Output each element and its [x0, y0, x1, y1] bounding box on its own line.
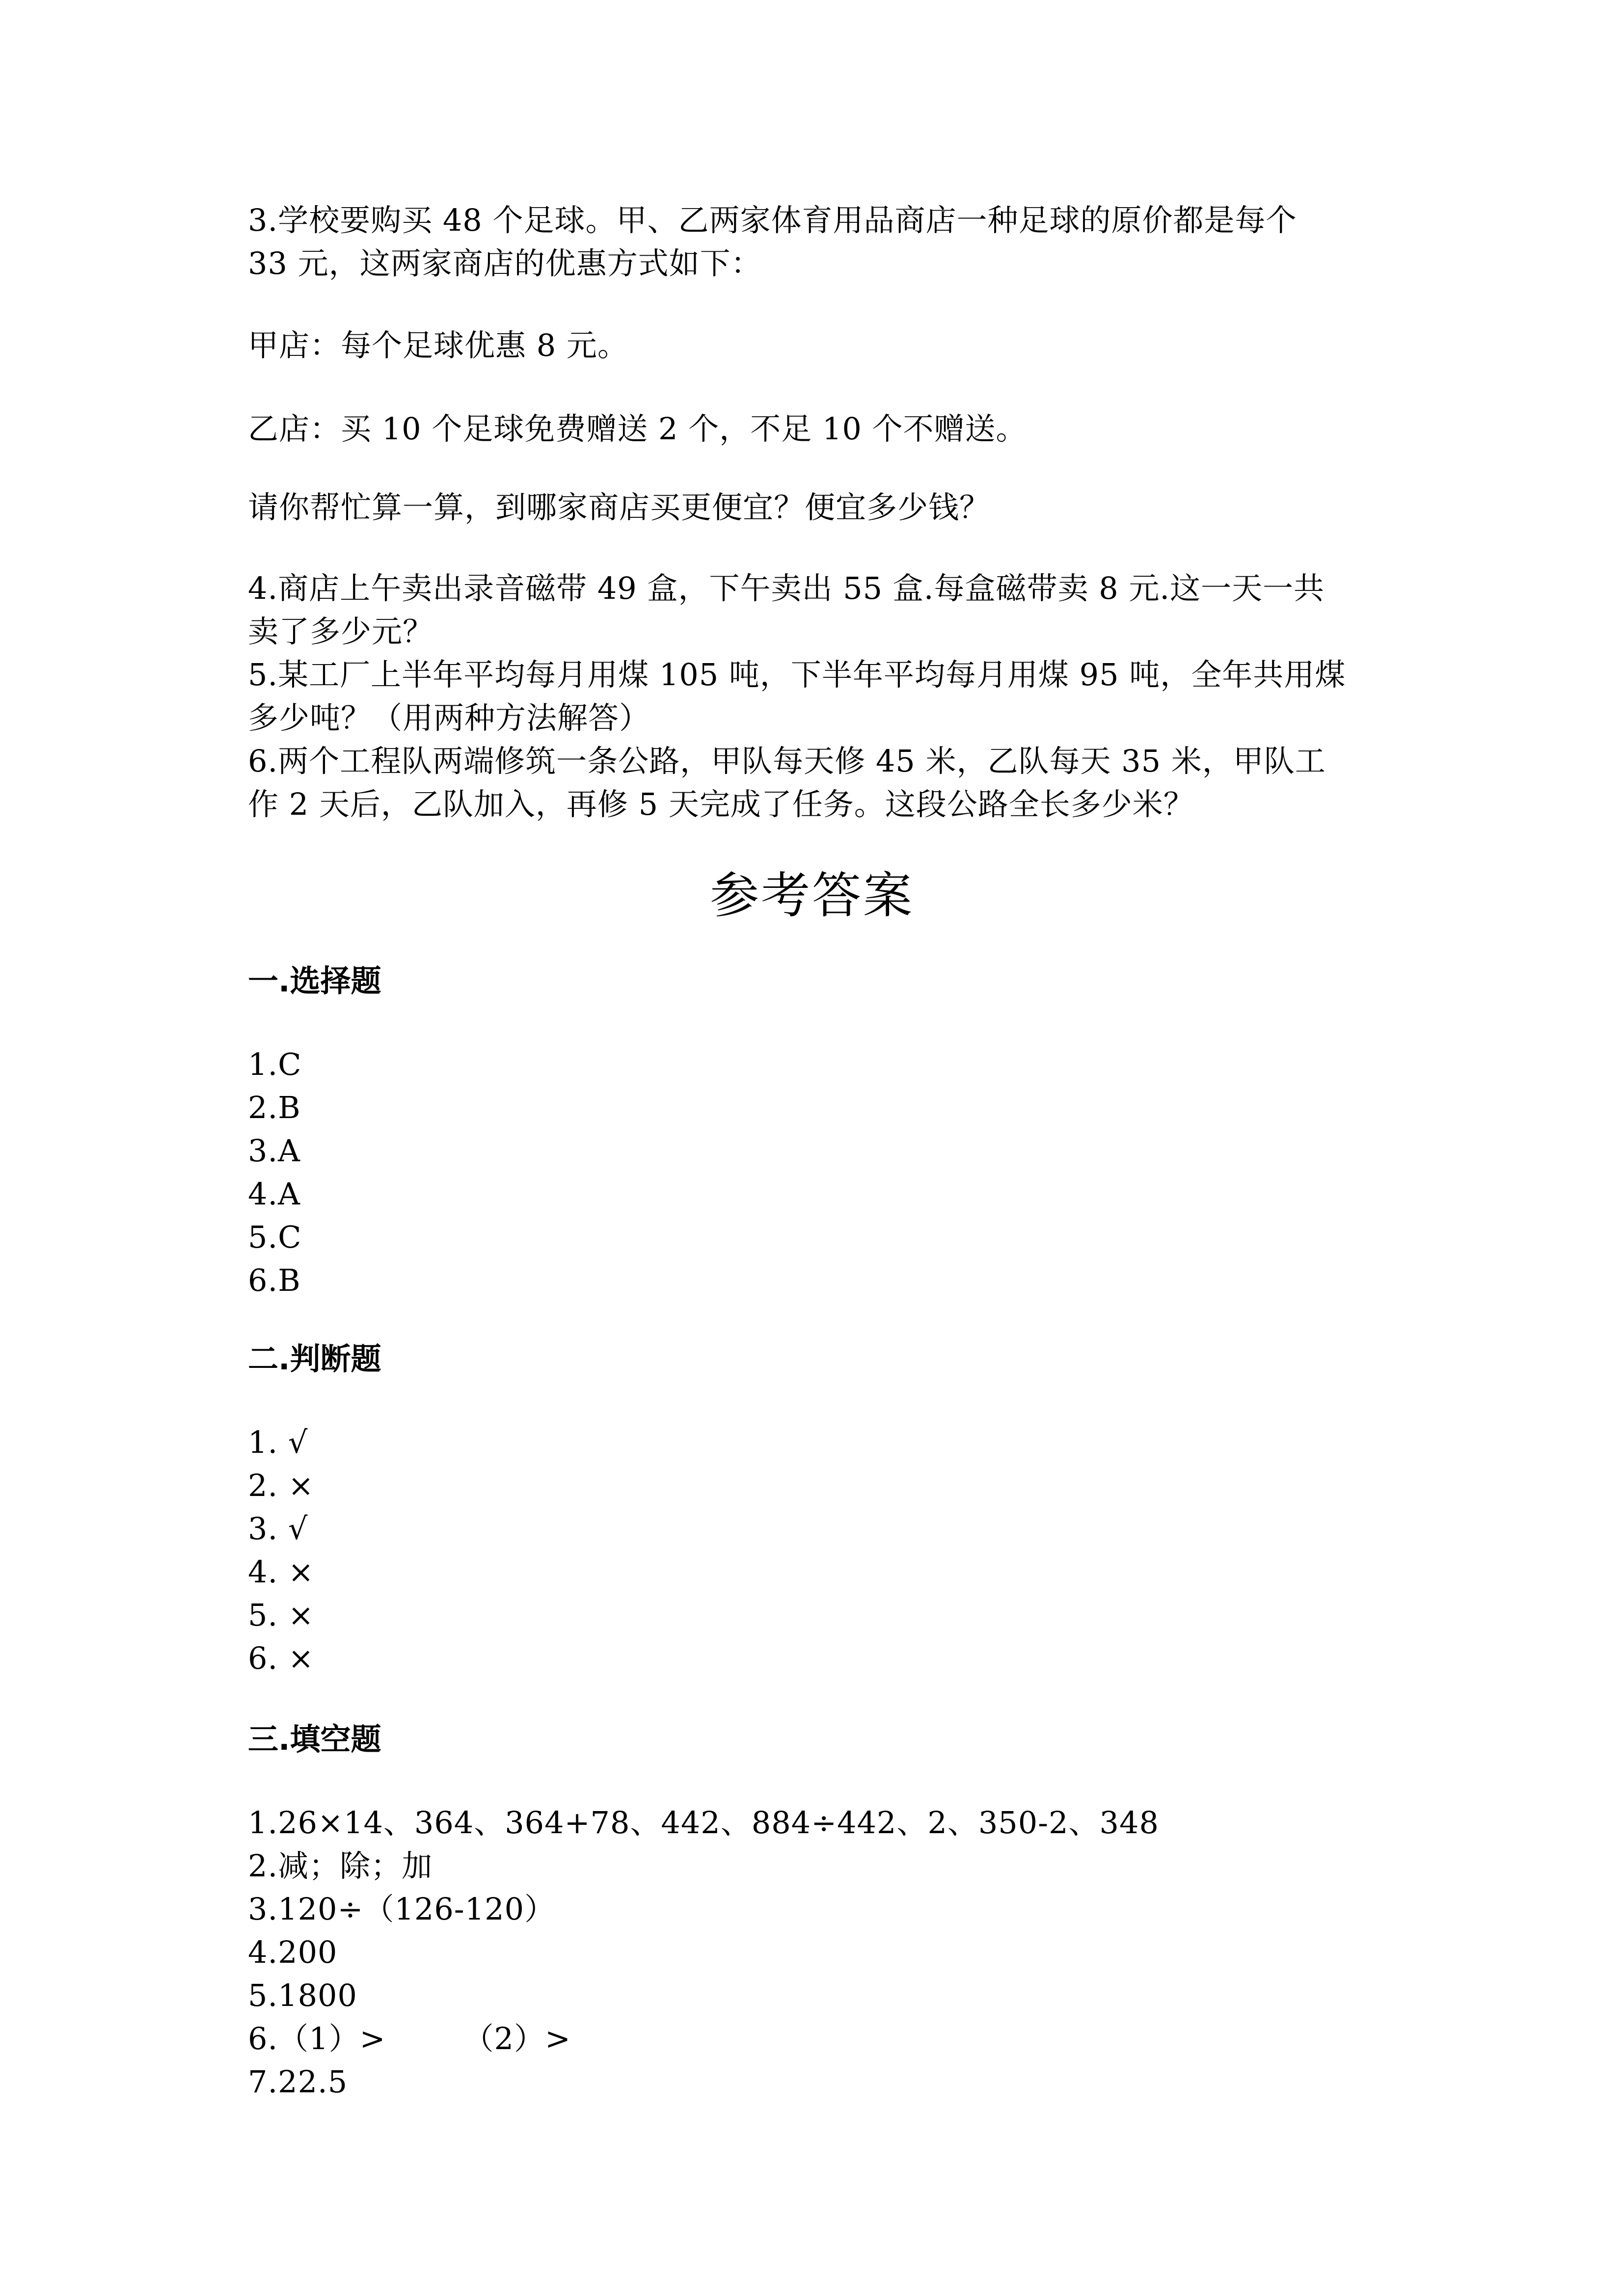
question-6-line-2: 作 2 天后，乙队加入，再修 5 天完成了任务。这段公路全长多少米？	[248, 786, 1194, 822]
question-4-line-1: 4.商店上午卖出录音磁带 49 盒，下午卖出 55 盒.每盒磁带卖 8 元.这一天一共	[248, 570, 1325, 606]
question-6-line-1: 6.两个工程队两端修筑一条公路，甲队每天修 45 米，乙队每天 35 米，甲队工	[248, 743, 1326, 779]
question-5-line-2: 多少吨？（用两种方法解答）	[248, 700, 650, 736]
section-3-answer: 1.26×14、364、364+78、442、884÷442、2、350-2、348	[248, 1805, 1159, 1841]
question-3-ask: 请你帮忙算一算，到哪家商店买更便宜？便宜多少钱？	[248, 489, 991, 525]
section-3-answer: 2.减；除；加	[248, 1848, 433, 1884]
section-2-answer: 2. ×	[248, 1468, 314, 1503]
section-1-answer: 4.A	[248, 1176, 300, 1212]
section-3-answer: 3.120÷（126-120）	[248, 1891, 556, 1927]
section-1-answer: 2.B	[248, 1090, 301, 1125]
question-3-shop-yi: 乙店：买 10 个足球免费赠送 2 个，不足 10 个不赠送。	[248, 411, 1027, 447]
question-3-line-2: 33 元，这两家商店的优惠方式如下：	[248, 245, 762, 281]
section-2-answer: 4. ×	[248, 1554, 314, 1590]
section-3-answer: 7.22.5	[248, 2064, 348, 2100]
section-1-answer: 1.C	[248, 1046, 302, 1082]
section-3-heading: 三.填空题	[248, 1721, 381, 1757]
section-1-answer: 6.B	[248, 1262, 301, 1298]
section-2-answer: 1. √	[248, 1424, 308, 1460]
section-2-answer: 6. ×	[248, 1640, 314, 1676]
question-3-line-1: 3.学校要购买 48 个足球。甲、乙两家体育用品商店一种足球的原价都是每个	[248, 202, 1297, 238]
section-2-answer: 3. √	[248, 1511, 308, 1547]
answers-title: 参考答案	[710, 867, 914, 924]
section-2-answer: 5. ×	[248, 1597, 314, 1633]
section-1-answer: 5.C	[248, 1219, 302, 1255]
question-3-shop-jia: 甲店：每个足球优惠 8 元。	[248, 327, 628, 363]
question-5-line-1: 5.某工厂上半年平均每月用煤 105 吨，下半年平均每月用煤 95 吨，全年共用煤	[248, 657, 1346, 693]
section-2-heading: 二.判断题	[248, 1341, 381, 1377]
section-3-answer: 6.（1）> （2）>	[248, 2021, 571, 2056]
section-3-answer: 5.1800	[248, 1977, 357, 2013]
section-1-heading: 一.选择题	[248, 963, 381, 999]
section-1-answer: 3.A	[248, 1133, 300, 1169]
section-3-answer: 4.200	[248, 1934, 338, 1970]
question-4-line-2: 卖了多少元？	[248, 614, 434, 649]
